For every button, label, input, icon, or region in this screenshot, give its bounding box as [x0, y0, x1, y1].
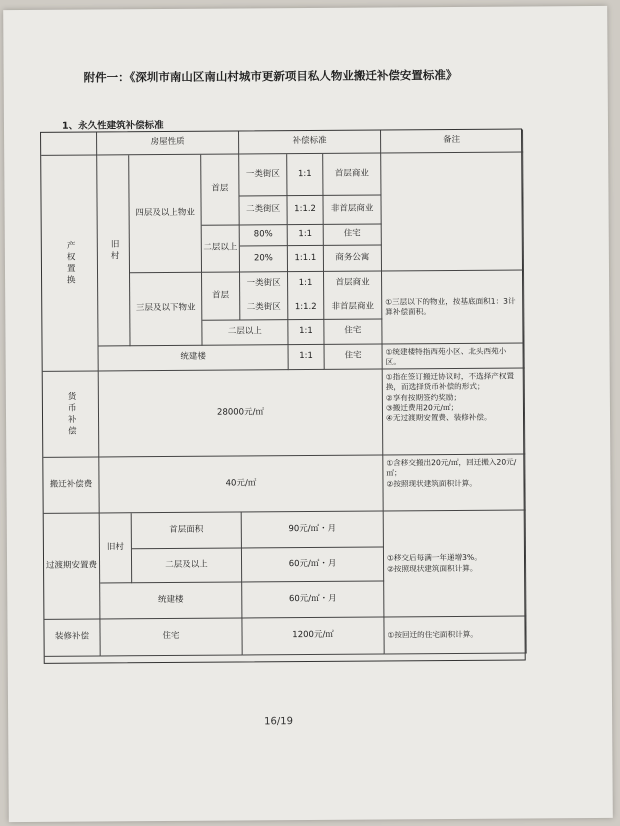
second-up-label: 二层以上 — [202, 225, 240, 272]
remark-blank — [381, 152, 524, 271]
unified-note: ①统建楼特指西苑小区、北头西苑小区。 — [383, 343, 525, 369]
use-cell: 住宅 — [325, 344, 383, 369]
cash-label: 货币补偿 — [43, 371, 100, 457]
document-title: 附件一：《深圳市南山区南山村城市更新项目私人物业搬迁补偿安置标准》 — [83, 67, 458, 85]
transition-row-value: 60元/㎡・月 — [242, 581, 384, 618]
transition-note: ①移交后每满一年递增3%。 ②按照现状建筑面积计算。 — [384, 510, 527, 617]
use-cell: 住宅 — [324, 319, 382, 344]
ratio-pair — [288, 272, 324, 320]
first-floor-label: 首层 — [201, 154, 239, 225]
zone-cell: 80% — [240, 225, 288, 246]
section-title: 1、永久性建筑补偿标准 — [61, 120, 164, 132]
header-remark: 备注 — [381, 129, 523, 153]
ratio-cell: 1:1 — [288, 225, 324, 246]
cash-value: 28000元/㎡ — [99, 369, 384, 457]
use-cell: 非首层商业 — [331, 301, 375, 312]
cash-note: ①指在签订搬迁协议时，不选择产权置换，而选择货币补偿的形式； ②享有按期签约奖励； ③搬迁费用20元/㎡； ④无过渡期安置费、装修补偿。 — [383, 368, 526, 455]
use-cell: 非首层商业 — [323, 195, 381, 224]
zone-cell: 20% — [240, 246, 288, 272]
compensation-table — [40, 128, 526, 663]
header-standard: 补偿标准 — [239, 130, 381, 154]
transition-row-name: 二层及以上 — [132, 548, 242, 583]
below-three-label: 三层及以下物业 — [130, 273, 203, 347]
header-blank — [41, 132, 97, 155]
ratio-cell: 1:1.2 — [294, 301, 317, 312]
zone-cell: 一类街区 — [246, 278, 281, 289]
use-cell: 住宅 — [324, 224, 382, 245]
relocation-label: 搬迁补偿费 — [43, 457, 99, 513]
transition-row-name: 统建楼 — [100, 582, 242, 619]
use-cell: 商务公寓 — [324, 245, 382, 271]
ratio-cell: 1:1 — [298, 277, 313, 289]
use-cell: 首层商业 — [323, 153, 381, 195]
unified-building-label: 统建楼 — [99, 345, 289, 371]
ratio-cell: 1:1.2 — [287, 196, 323, 225]
below-three-note: ①三层以下的物业，按基底面积1：3计算补偿面积。 — [382, 270, 525, 344]
transition-row-value: 60元/㎡・月 — [242, 547, 384, 582]
second-up-label: 二层以上 — [202, 320, 288, 346]
old-village-label: 旧村 — [97, 155, 130, 346]
decoration-note: ①按回迁的住宅面积计算。 — [384, 616, 526, 654]
zone-cell: 一类街区 — [239, 154, 287, 196]
transition-row-name: 首层面积 — [132, 512, 242, 549]
ratio-cell: 1:1 — [288, 320, 324, 345]
property-swap-label: 产权置换 — [41, 155, 99, 371]
use-cell: 首层商业 — [335, 277, 370, 288]
use-pair — [324, 271, 382, 319]
relocation-value: 40元/㎡ — [99, 455, 383, 513]
zone-pair — [240, 272, 288, 320]
zone-cell: 二类街区 — [239, 196, 287, 225]
ratio-cell: 1:1.1 — [288, 246, 324, 272]
transition-row-value: 90元/㎡・月 — [242, 511, 384, 548]
decoration-label: 装修补偿 — [44, 619, 100, 656]
page-number: 16/19 — [264, 716, 294, 728]
above-four-label: 四层及以上物业 — [129, 155, 202, 273]
transition-label: 过渡期安置费 — [44, 513, 101, 619]
ratio-cell: 1:1 — [289, 345, 325, 370]
ratio-cell: 1:1 — [287, 154, 323, 196]
document-page — [3, 6, 613, 822]
transition-old-village: 旧村 — [100, 513, 132, 583]
zone-cell: 二类街区 — [246, 301, 281, 312]
header-property-type: 房屋性质 — [97, 131, 239, 155]
relocation-note: ①含移交搬出20元/㎡，回迁搬入20元/㎡； ②按照现状建筑面积计算。 — [383, 454, 525, 511]
first-floor-label: 首层 — [202, 272, 240, 320]
decoration-name: 住宅 — [100, 618, 242, 656]
decoration-value: 1200元/㎡ — [242, 617, 384, 655]
